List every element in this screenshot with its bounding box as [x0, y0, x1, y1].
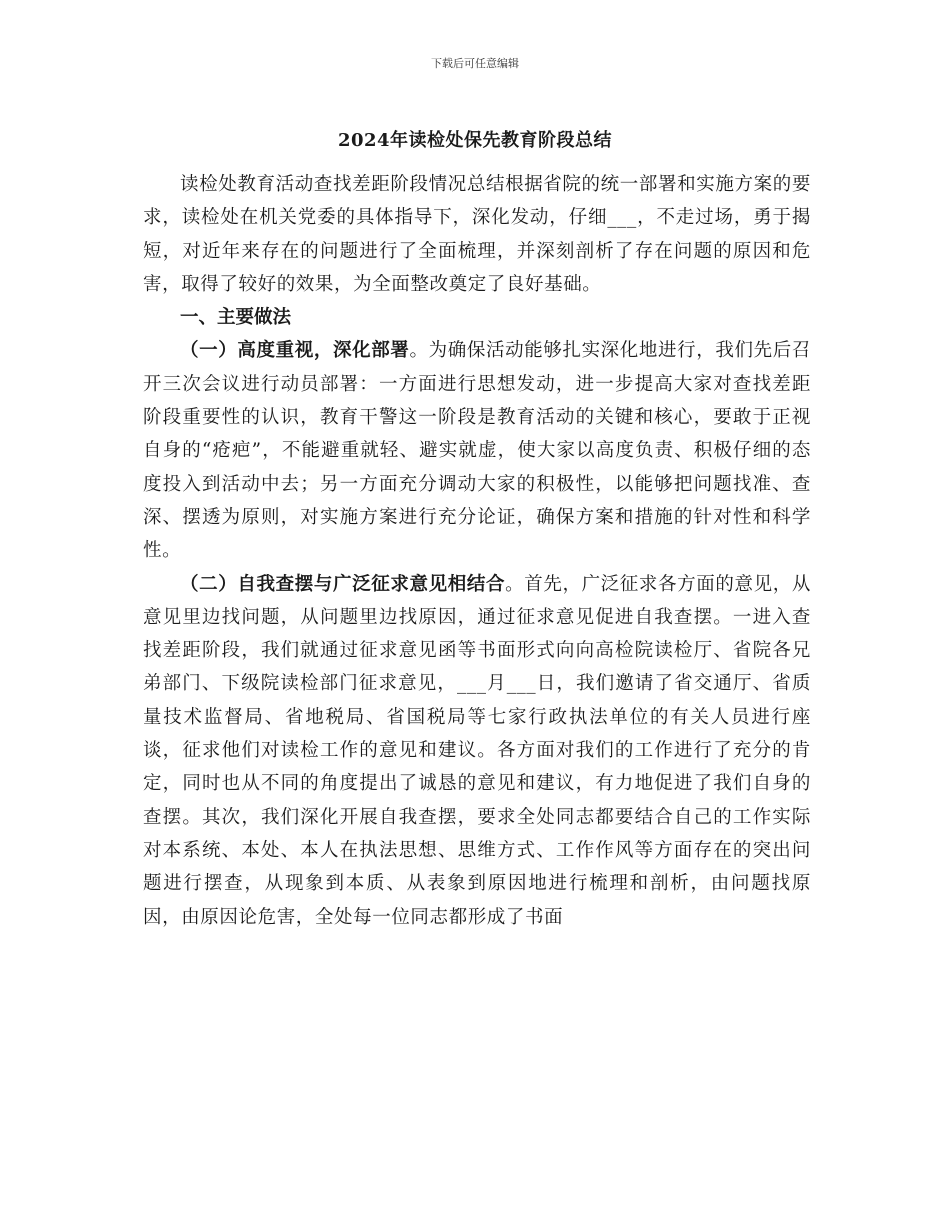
- subsection-2-text: 。首先，广泛征求各方面的意见，从意见里边找问题，从问题里边找原因，通过征求意见促进自我查摆。一进入查找差距阶段，我们就通过征求意见函等书面形式向向高检院读检厅、省院各兄弟部门、下级院读检部门征求意见，___月___日，我们邀请了省交通厅、省质量技术监督局、省地税局、省国税局等七家行政执法单位的有关人员进行座谈，征求他们对读检工作的意见和建议。各方面对我们的工作进行了充分的肯定，同时也从不同的角度提出了诚恳的意见和建议，有力地促进了我们自身的查摆。其次，我们深化开展自我查摆，要求全处同志都要结合自己的工作实际对本系统、本处、本人在执法思想、思维方式、工作作风等方面存在的突出问题进行摆查，从现象到本质、从表象到原因地进行梳理和剖析，由问题找原因，由原因论危害，全处每一位同志都形成了书面: [143, 573, 812, 928]
- subsection-2-paragraph: [143, 568, 811, 934]
- document-title: 2024年读检处保先教育阶段总结: [337, 130, 613, 151]
- subsection-1-text: 。为确保活动能够扎实深化地进行，我们先后召开三次会议进行动员部署：一方面进行思想发动，进一步提高大家对查找差距阶段重要性的认识，教育干警这一阶段是教育活动的关键和核心，要敢于正视自身的“疮疤”，不能避重就轻、避实就虚，使大家以高度负责、积极仔细的态度投入到活动中去；另一方面充分调动大家的积极性，以能够把问题找准、查深、摆透为原则，对实施方案进行充分论证，确保方案和措施的针对性和科学性。: [143, 340, 812, 562]
- header-note: 下载后可任意编辑: [431, 57, 519, 70]
- subsection-1-title: （一）高度重视，深化部署: [180, 340, 410, 362]
- section-heading-1: 一、主要做法: [180, 307, 292, 329]
- document-body: [143, 168, 811, 934]
- intro-paragraph: 读检处教育活动查找差距阶段情况总结根据省院的统一部署和实施方案的要求，读检处在机关党委的具体指导下，深化发动，仔细___，不走过场，勇于揭短，对近年来存在的问题进行了全面梳理，并深刻剖析了存在问题的原因和危害，取得了较好的效果，为全面整改奠定了良好基础。: [143, 174, 811, 295]
- subsection-2-title: （二）自我查摆与广泛征求意见相结合: [180, 573, 506, 595]
- subsection-1-paragraph: [143, 334, 811, 567]
